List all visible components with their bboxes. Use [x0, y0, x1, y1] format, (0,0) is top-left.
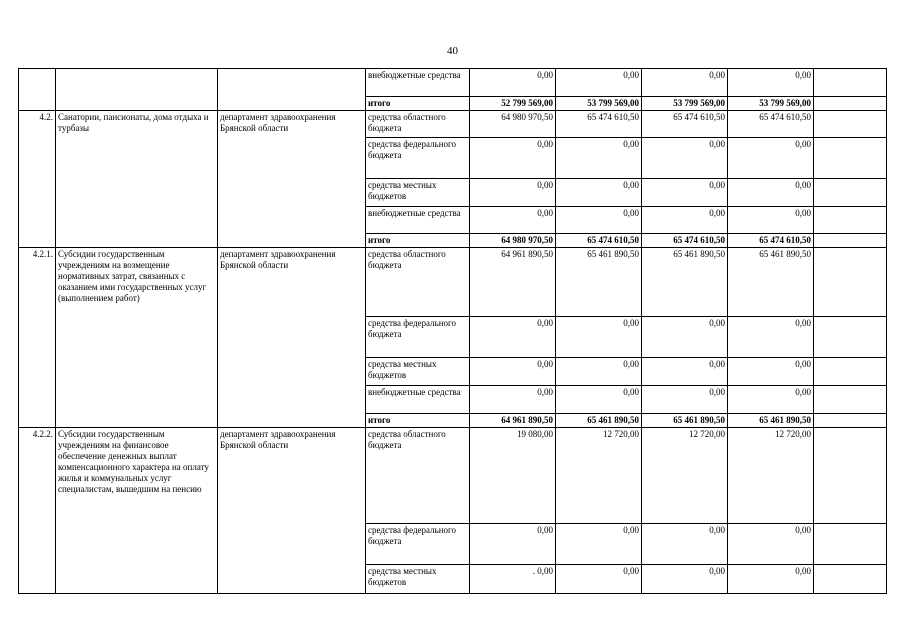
amount-cell: 65 474 610,50 [556, 234, 642, 248]
table-row [19, 111, 887, 138]
amount-cell: 12 720,00 [642, 428, 728, 524]
amount-cell: 65 461 890,50 [728, 248, 814, 317]
amount-cell: 12 720,00 [556, 428, 642, 524]
funding-source-cell: средства местных бюджетов [366, 565, 470, 594]
amount-cell: 65 474 610,50 [642, 111, 728, 138]
amount-cell: 53 799 569,00 [556, 97, 642, 111]
empty-cell [814, 207, 887, 234]
funding-source-cell: итого [366, 234, 470, 248]
amount-cell: 65 461 890,50 [728, 414, 814, 428]
amount-cell: 0,00 [556, 565, 642, 594]
empty-cell [814, 358, 887, 386]
amount-cell: 65 461 890,50 [556, 414, 642, 428]
amount-cell: 0,00 [470, 69, 556, 97]
table-row [19, 69, 887, 97]
empty-cell [814, 524, 887, 565]
funding-source-cell: внебюджетные средства [366, 386, 470, 414]
amount-cell: 65 474 610,50 [728, 111, 814, 138]
row-number-cell [19, 69, 56, 111]
empty-cell [814, 414, 887, 428]
row-name-cell: Санатории, пансионаты, дома отдыха и турбазы [56, 111, 218, 248]
amount-cell: 65 474 610,50 [728, 234, 814, 248]
amount-cell: 0,00 [642, 207, 728, 234]
row-department-cell: департамент здравоохранения Брянской области [218, 248, 366, 428]
row-name-cell: Субсидии государственным учреждениям на финансовое обеспечение денежных выплат компенсационного характера на оплату жилья и коммунальных услуг специалистам, вышедшим на пенсию [56, 428, 218, 594]
row-name-cell: Субсидии государственным учреждениям на возмещение нормативных затрат, связанных с оказанием ими государственных услуг (выполнением работ) [56, 248, 218, 428]
amount-cell: 0,00 [470, 207, 556, 234]
amount-cell: 0,00 [728, 207, 814, 234]
funding-source-cell: средства федерального бюджета [366, 138, 470, 179]
amount-cell: 0,00 [728, 317, 814, 358]
amount-cell: 64 961 890,50 [470, 414, 556, 428]
amount-cell: 0,00 [642, 317, 728, 358]
amount-cell: 19 080,00 [470, 428, 556, 524]
amount-cell: 0,00 [470, 179, 556, 207]
funding-source-cell: внебюджетные средства [366, 69, 470, 97]
amount-cell: 0,00 [728, 386, 814, 414]
funding-source-cell: итого [366, 97, 470, 111]
empty-cell [814, 69, 887, 97]
funding-source-cell: средства федерального бюджета [366, 317, 470, 358]
empty-cell [814, 234, 887, 248]
empty-cell [814, 248, 887, 317]
amount-cell: 0,00 [728, 358, 814, 386]
amount-cell: 0,00 [556, 386, 642, 414]
amount-cell: . 0,00 [470, 565, 556, 594]
amount-cell: 0,00 [642, 524, 728, 565]
empty-cell [814, 386, 887, 414]
amount-cell: 0,00 [728, 69, 814, 97]
funding-source-cell: средства областного бюджета [366, 248, 470, 317]
empty-cell [814, 111, 887, 138]
row-number-cell: 4.2.2. [19, 428, 56, 594]
amount-cell: 65 474 610,50 [642, 234, 728, 248]
empty-cell [814, 317, 887, 358]
amount-cell: 53 799 569,00 [728, 97, 814, 111]
row-number-cell: 4.2.1. [19, 248, 56, 428]
table-body [19, 69, 887, 594]
row-number-cell: 4.2. [19, 111, 56, 248]
amount-cell: 0,00 [470, 358, 556, 386]
empty-cell [814, 97, 887, 111]
amount-cell: 64 980 970,50 [470, 234, 556, 248]
amount-cell: 0,00 [556, 69, 642, 97]
row-department-cell: департамент здравоохранения Брянской области [218, 428, 366, 594]
amount-cell: 0,00 [556, 317, 642, 358]
funding-source-cell: средства местных бюджетов [366, 179, 470, 207]
amount-cell: 52 799 569,00 [470, 97, 556, 111]
amount-cell: 0,00 [470, 386, 556, 414]
amount-cell: 0,00 [642, 386, 728, 414]
amount-cell: 64 980 970,50 [470, 111, 556, 138]
row-name-cell [56, 69, 218, 111]
budget-table [18, 68, 887, 594]
funding-source-cell: средства местных бюджетов [366, 358, 470, 386]
row-department-cell: департамент здравоохранения Брянской области [218, 111, 366, 248]
amount-cell: 0,00 [642, 358, 728, 386]
empty-cell [814, 565, 887, 594]
amount-cell: 0,00 [728, 138, 814, 179]
amount-cell: 12 720,00 [728, 428, 814, 524]
amount-cell: 0,00 [642, 565, 728, 594]
amount-cell: 0,00 [470, 317, 556, 358]
amount-cell: 0,00 [470, 524, 556, 565]
empty-cell [814, 179, 887, 207]
page-number: 40 [447, 45, 458, 57]
amount-cell: 64 961 890,50 [470, 248, 556, 317]
funding-source-cell: средства областного бюджета [366, 428, 470, 524]
amount-cell: 0,00 [556, 358, 642, 386]
empty-cell [814, 138, 887, 179]
amount-cell: 65 474 610,50 [556, 111, 642, 138]
amount-cell: 65 461 890,50 [642, 414, 728, 428]
funding-source-cell: внебюджетные средства [366, 207, 470, 234]
table-row [19, 248, 887, 317]
table-row [19, 428, 887, 524]
amount-cell: 0,00 [556, 179, 642, 207]
funding-source-cell: средства областного бюджета [366, 111, 470, 138]
amount-cell: 0,00 [470, 138, 556, 179]
amount-cell: 53 799 569,00 [642, 97, 728, 111]
amount-cell: 0,00 [728, 179, 814, 207]
funding-source-cell: итого [366, 414, 470, 428]
empty-cell [814, 428, 887, 524]
amount-cell: 0,00 [728, 565, 814, 594]
row-department-cell [218, 69, 366, 111]
amount-cell: 0,00 [728, 524, 814, 565]
amount-cell: 0,00 [642, 179, 728, 207]
amount-cell: 0,00 [642, 138, 728, 179]
funding-source-cell: средства федерального бюджета [366, 524, 470, 565]
amount-cell: 0,00 [642, 69, 728, 97]
amount-cell: 0,00 [556, 138, 642, 179]
amount-cell: 65 461 890,50 [642, 248, 728, 317]
amount-cell: 0,00 [556, 207, 642, 234]
amount-cell: 65 461 890,50 [556, 248, 642, 317]
amount-cell: 0,00 [556, 524, 642, 565]
